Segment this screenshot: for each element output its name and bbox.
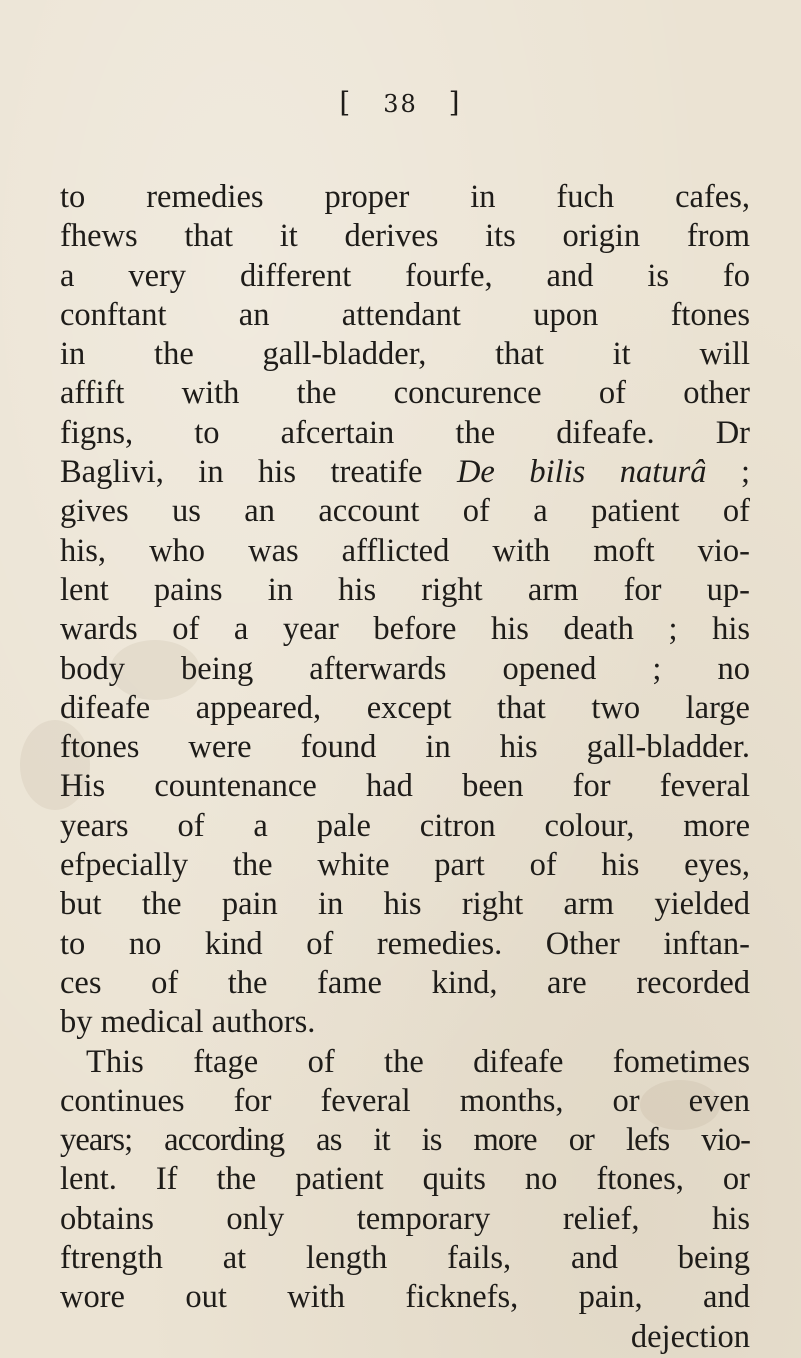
text-line: wards of a year before his death ; his: [60, 611, 750, 648]
text-line: a very different fourfe, and is fo: [60, 257, 750, 294]
text-line: wore out with ficknefs, pain, and: [60, 1279, 750, 1316]
text-line: lent pains in his right arm for up-: [60, 571, 750, 608]
text-line: efpecially the white part of his eyes,: [60, 847, 750, 884]
text-line: difeafe appeared, except that two large: [60, 689, 750, 726]
text-line: His countenance had been for feveral: [60, 768, 750, 805]
header-right-bracket: ]: [448, 86, 462, 119]
text-line: affift with the concurence of other: [60, 375, 750, 412]
text-line: years; according as it is more or lefs vio-: [60, 1122, 750, 1159]
text-line: his, who was afflicted with moft vio-: [60, 532, 750, 569]
book-title: De bilis naturâ: [456, 454, 707, 491]
catchword: dejection: [630, 1318, 750, 1355]
text-line: by medical authors.: [60, 1004, 316, 1041]
text-line: gives us an account of a patient of: [60, 493, 750, 530]
text-line: figns, to afcertain the difeafe. Dr: [60, 414, 750, 451]
text-line: ftrength at length fails, and being: [60, 1240, 750, 1277]
page-number: 38: [383, 90, 418, 118]
text-line: This ftage of the difeafe fometimes: [86, 1043, 750, 1080]
body-text: [60, 178, 750, 1357]
text-line: to remedies proper in fuch cafes,: [60, 179, 750, 215]
text-line: ces of the fame kind, are recorded: [60, 964, 750, 1001]
header-left-bracket: [: [339, 86, 353, 119]
page-header: [0, 86, 801, 119]
text-line: in the gall-bladder, that it will: [60, 336, 750, 373]
text-line: fhews that it derives its origin from: [60, 218, 750, 255]
text-line: to no kind of remedies. Other inftan-: [60, 925, 750, 962]
text-line: lent. If the patient quits no ftones, or: [60, 1161, 750, 1198]
text-line: conftant an attendant upon ftones: [60, 296, 750, 333]
text-line: body being afterwards opened ; no: [60, 650, 750, 687]
text-line: Baglivi, in his treatife De bilis naturâ ;: [60, 454, 750, 491]
text-line: continues for feveral months, or even: [60, 1082, 750, 1119]
text-line: obtains only temporary relief, his: [60, 1200, 750, 1237]
text-line: ftones were found in his gall-bladder.: [60, 729, 750, 766]
text-line: but the pain in his right arm yielded: [60, 886, 750, 923]
text-line: years of a pale citron colour, more: [60, 807, 750, 844]
